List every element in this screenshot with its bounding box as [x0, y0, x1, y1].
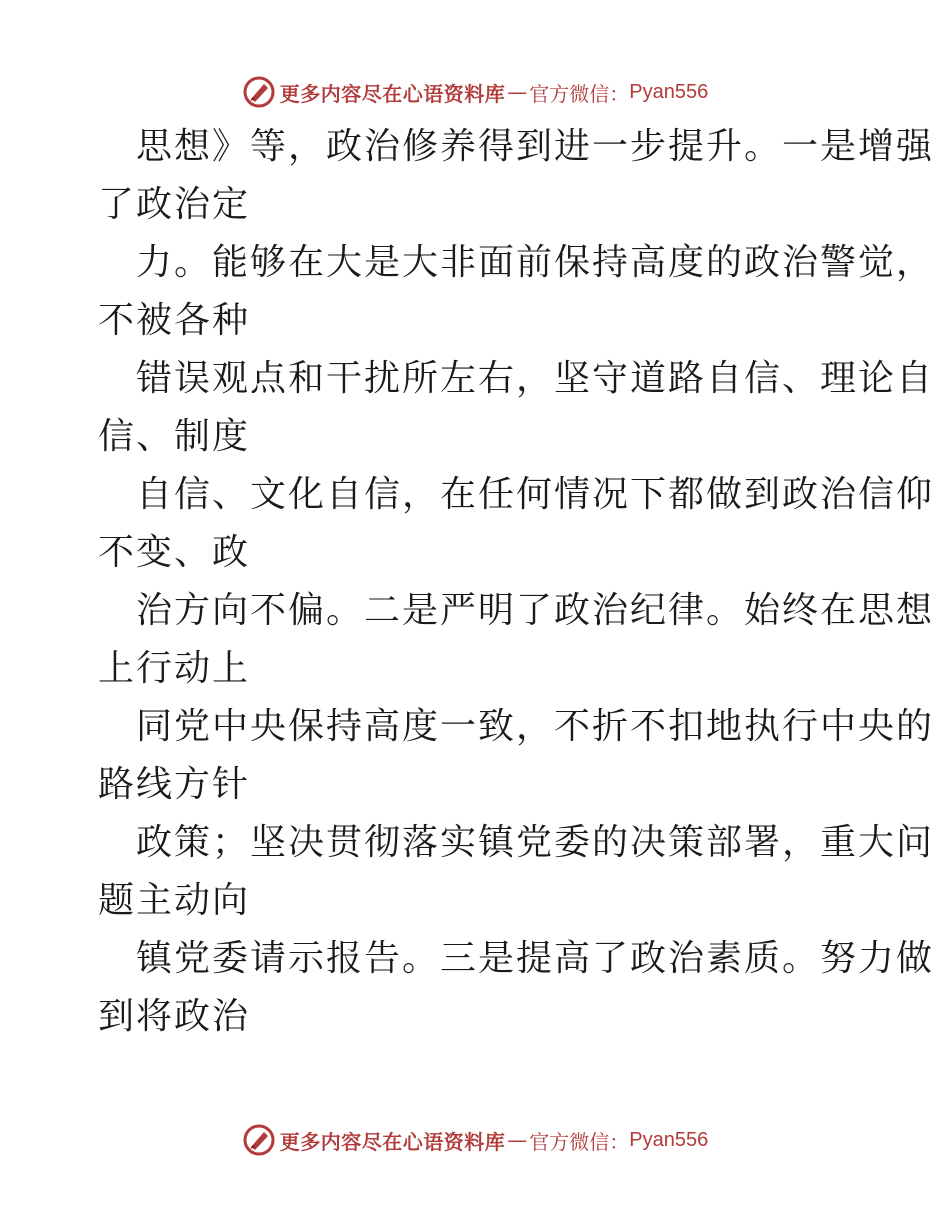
body-line: 治方向不偏。二是严明了政治纪律。始终在思想 — [136, 590, 935, 631]
body-line: 思想》等，政治修养得到进一步提升。一是增强 — [136, 126, 935, 167]
footer-promo-text: 更多内容尽在心语资料库 — [279, 1129, 506, 1154]
body-line: 错误观点和干扰所左右，坚守道路自信、理论自 — [136, 358, 935, 399]
body-line: 路线方针 — [98, 764, 251, 805]
header-banner — [0, 72, 950, 112]
body-line: 政策；坚决贯彻落实镇党委的决策部署，重大问 — [136, 822, 935, 863]
footer-wechat-label: 官方微信： — [529, 1129, 630, 1154]
footer-banner — [0, 1120, 950, 1160]
body-line: 到将政治 — [98, 996, 251, 1037]
body-line: 信、制度 — [98, 416, 251, 457]
body-line: 题主动向 — [98, 880, 251, 921]
header-wechat-label: 官方微信： — [529, 81, 630, 106]
header-wechat-id: Pyan556 — [629, 80, 709, 103]
body-line: 同党中央保持高度一致，不折不扣地执行中央的 — [136, 706, 935, 747]
body-line: 上行动上 — [98, 648, 251, 689]
body-line: 不被各种 — [98, 300, 251, 341]
body-line: 镇党委请示报告。三是提高了政治素质。努力做 — [136, 938, 935, 979]
body-line: 了政治定 — [98, 184, 251, 225]
document-body — [98, 118, 935, 1046]
body-line: 自信、文化自信，在任何情况下都做到政治信仰 — [136, 474, 935, 515]
header-separator: — — [507, 80, 528, 104]
header-promo-text: 更多内容尽在心语资料库 — [279, 81, 506, 106]
body-line: 不变、政 — [98, 532, 251, 573]
pen-logo-icon — [242, 75, 276, 109]
body-line: 力。能够在大是大非面前保持高度的政治警觉， — [136, 242, 935, 283]
footer-separator: — — [507, 1128, 528, 1152]
footer-wechat-id: Pyan556 — [629, 1128, 709, 1151]
pen-logo-icon — [242, 1123, 276, 1157]
